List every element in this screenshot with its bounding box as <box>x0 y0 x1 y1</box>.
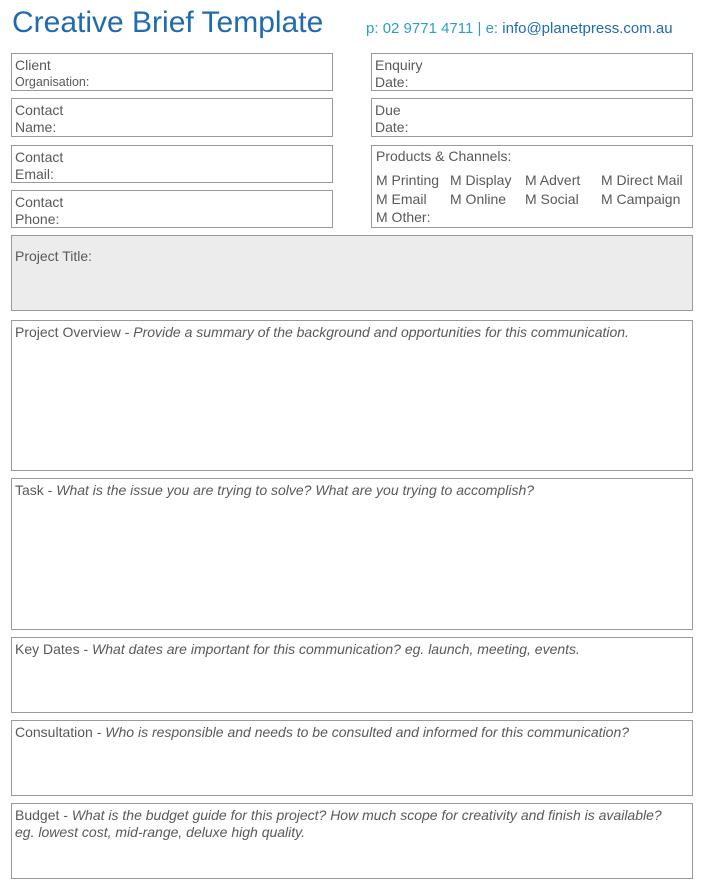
channel-checkbox-campaign[interactable]: M Campaign <box>601 191 681 207</box>
project-title-field[interactable] <box>11 235 693 311</box>
contact-email-label-2: Email: <box>15 166 54 182</box>
budget-label: Budget - <box>15 807 72 823</box>
email-link[interactable]: info@planetpress.com.au <box>502 20 673 37</box>
task-field[interactable] <box>11 478 693 630</box>
organisation-label: Organisation: <box>15 75 90 89</box>
project-overview-label: Project Overview - <box>15 324 134 340</box>
project-overview-field[interactable] <box>11 320 693 471</box>
budget-prompt: What is the budget guide for this project? How much scope for creativity and finish is available? eg. lowest cost, mid-range, deluxe high quality. <box>15 807 662 840</box>
phone-prefix: p: <box>366 20 383 37</box>
contact-name-label-2: Name: <box>15 119 57 135</box>
page-title: Creative Brief Template <box>12 6 324 39</box>
products-channels-box <box>371 145 693 228</box>
contact-name-field[interactable] <box>11 98 333 137</box>
key-dates-prompt: What dates are important for this communication? eg. launch, meeting, events. <box>92 641 580 657</box>
channel-checkbox-advert[interactable]: M Advert <box>525 172 581 188</box>
key-dates-label: Key Dates - <box>15 641 93 657</box>
contact-phone-field[interactable] <box>11 190 333 228</box>
client-label: Client <box>15 57 51 73</box>
contact-phone-label-1: Contact <box>15 194 64 210</box>
consultation-label: Consultation - <box>15 724 106 740</box>
task-label: Task - <box>15 482 57 498</box>
task-prompt: What is the issue you are trying to solve? What are you trying to accomplish? <box>56 482 535 498</box>
contact-phone-label-2: Phone: <box>15 211 60 227</box>
channel-checkbox-direct-mail[interactable]: M Direct Mail <box>601 172 683 188</box>
channel-checkbox-printing[interactable]: M Printing <box>376 172 440 188</box>
enquiry-date-field[interactable] <box>371 53 693 91</box>
contact-line <box>366 20 673 38</box>
phone-number[interactable]: 02 9771 4711 <box>382 20 474 37</box>
products-channels-title: Products & Channels: <box>376 148 512 164</box>
consultation-prompt: Who is responsible and needs to be consulted and informed for this communication? <box>105 724 630 740</box>
due-label: Due <box>375 102 401 118</box>
contact-email-label-1: Contact <box>15 149 64 165</box>
key-dates-field[interactable] <box>11 637 693 713</box>
channel-checkbox-email[interactable]: M Email <box>376 191 427 207</box>
consultation-field[interactable] <box>11 720 693 796</box>
project-title-label: Project Title: <box>15 248 93 264</box>
project-overview-prompt: Provide a summary of the background and opportunities for this communication. <box>133 324 629 340</box>
due-date-label: Date: <box>375 119 409 135</box>
channel-checkbox-social[interactable]: M Social <box>525 191 579 207</box>
budget-field[interactable] <box>11 803 693 879</box>
enquiry-label: Enquiry <box>375 57 423 73</box>
email-prefix: e: <box>485 20 503 37</box>
due-date-field[interactable] <box>371 98 693 137</box>
contact-email-field[interactable] <box>11 145 333 183</box>
client-organisation-field[interactable] <box>11 53 333 91</box>
contact-separator: | <box>473 20 486 37</box>
contact-name-label-1: Contact <box>15 102 64 118</box>
channel-checkbox-display[interactable]: M Display <box>450 172 512 188</box>
enquiry-date-label: Date: <box>375 74 409 90</box>
channel-checkbox-online[interactable]: M Online <box>450 191 507 207</box>
channel-checkbox-other[interactable]: M Other: <box>376 209 431 225</box>
